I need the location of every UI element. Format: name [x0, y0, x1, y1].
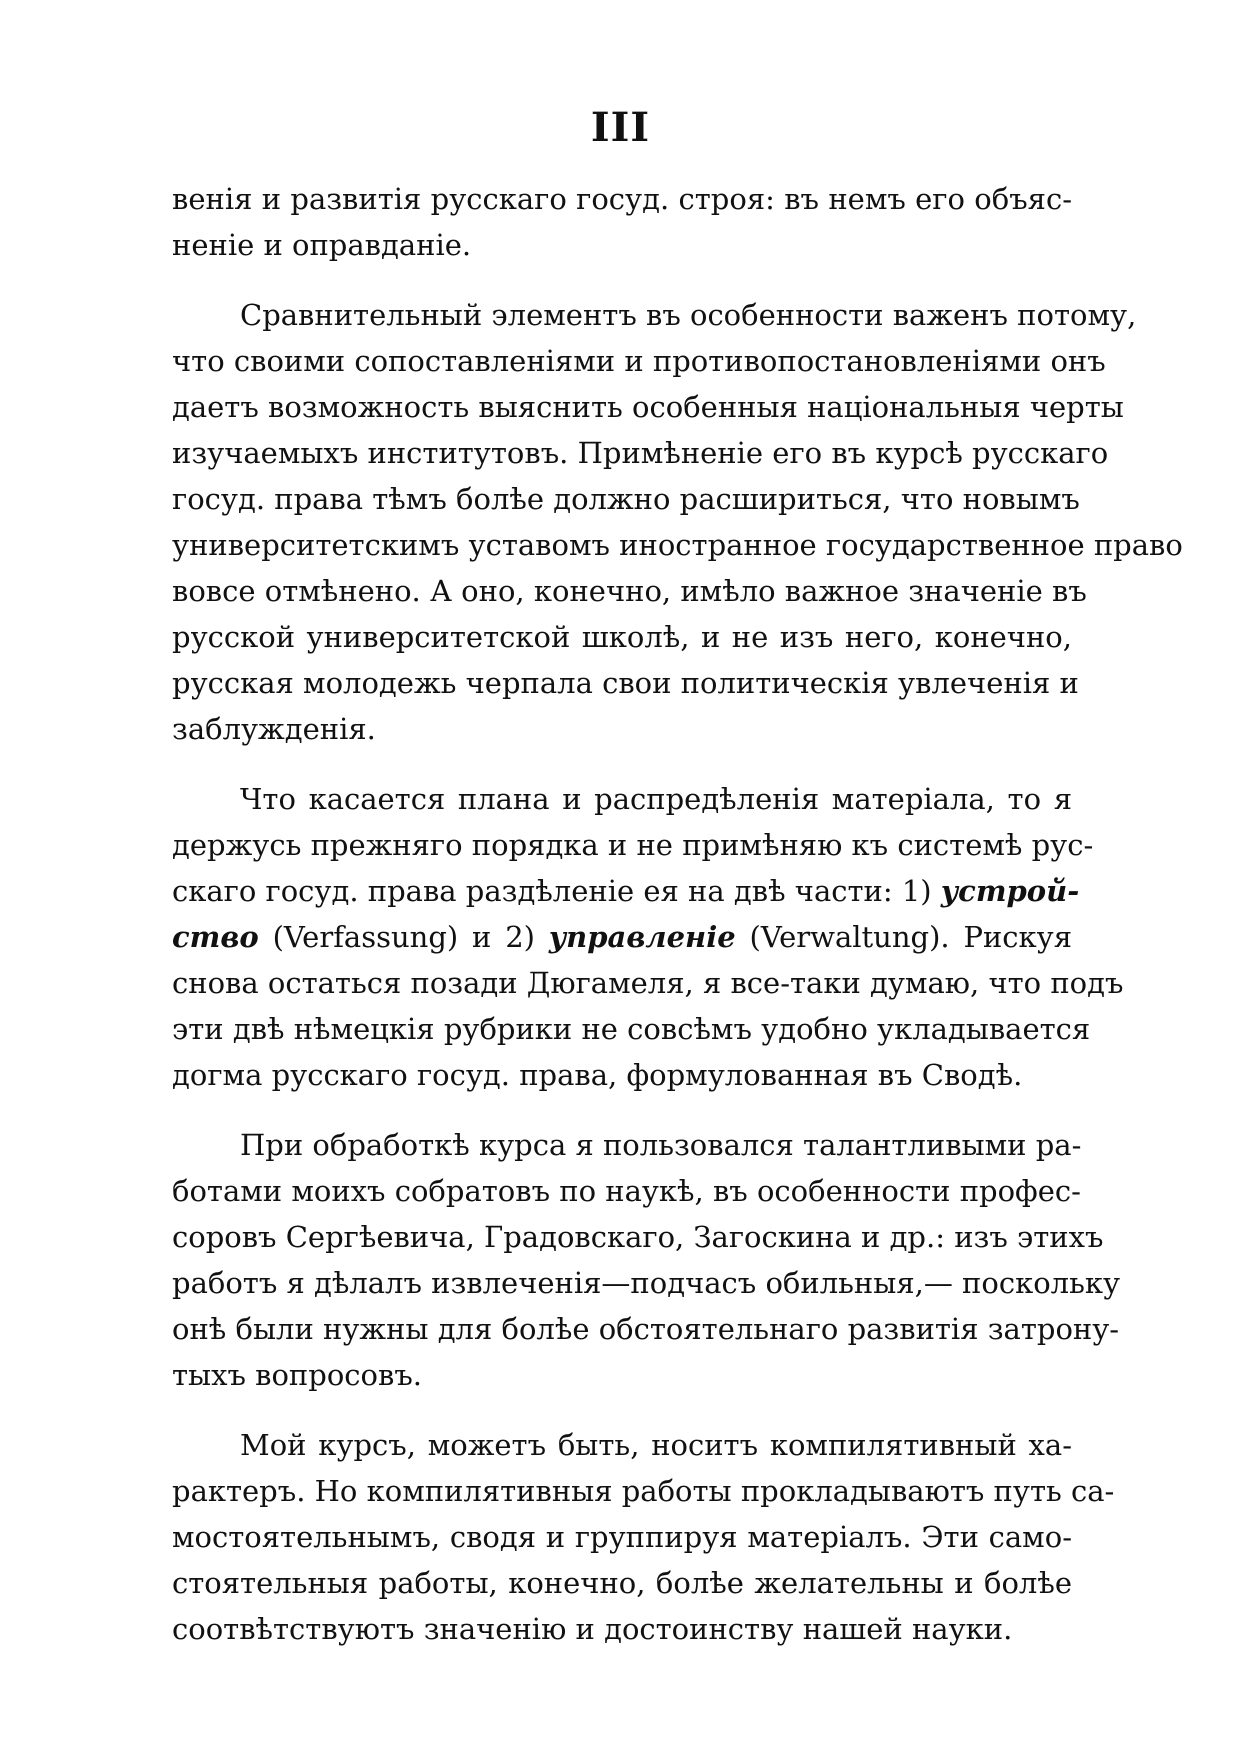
- body-text: [172, 176, 1183, 1652]
- text-line: заблужденія.: [172, 712, 376, 746]
- italic-term: управленіе: [548, 920, 736, 954]
- text-line: тыхъ вопросовъ.: [172, 1358, 422, 1392]
- text-line: венія и развитія русскаго госуд. строя: въ немъ его объяс-: [172, 182, 1072, 216]
- text-line: изучаемыхъ институтовъ. Примѣненіе его въ курсѣ русскаго: [172, 436, 1109, 470]
- text-line: догма русскаго госуд. права, формулованная въ Сводѣ.: [172, 1058, 1023, 1092]
- text-line-with-italic: [172, 914, 1072, 960]
- text-line: Сравнительный элементъ въ особенности важенъ потому,: [240, 298, 1137, 332]
- text-line: университетскимъ уставомъ иностранное государственное право: [172, 528, 1183, 562]
- text-line: Что касается плана и распредѣленія матеріала, то я: [240, 782, 1072, 816]
- text-line: рактеръ. Но компилятивныя работы прокладываютъ путь са-: [172, 1474, 1115, 1508]
- text-line: стоятельныя работы, конечно, болѣе желательны и болѣе: [172, 1566, 1072, 1600]
- italic-term: ство: [172, 920, 259, 954]
- paragraph-5: [172, 1422, 1115, 1652]
- line-text: (Verwaltung). Рискуя: [749, 920, 1073, 954]
- text-line: мостоятельнымъ, сводя и группируя матеріалъ. Эти само-: [172, 1520, 1072, 1554]
- text-line: соотвѣтствуютъ значенію и достоинству нашей науки.: [172, 1612, 1013, 1646]
- text-line: При обработкѣ курса я пользовался талантливыми ра-: [240, 1128, 1082, 1162]
- text-line-with-italic: [172, 868, 1080, 914]
- text-line: неніе и оправданіе.: [172, 228, 472, 262]
- text-line: даетъ возможность выяснить особенныя національныя черты: [172, 390, 1124, 424]
- text-line: эти двѣ нѣмецкія рубрики не совсѣмъ удобно укладывается: [172, 1012, 1091, 1046]
- paragraph-4: [172, 1122, 1121, 1398]
- line-text: скаго госуд. права раздѣленіе ея на двѣ части: 1): [172, 874, 932, 908]
- text-line: снова остаться позади Дюгамеля, я все-таки думаю, что подъ: [172, 966, 1124, 1000]
- line-text: (Verfassung) и 2): [272, 920, 535, 954]
- italic-term: устрой-: [940, 874, 1080, 908]
- text-line: онѣ были нужны для болѣе обстоятельнаго развитія затрону-: [172, 1312, 1120, 1346]
- text-line: соровъ Сергѣевича, Градовскаго, Загоскина и др.: изъ этихъ: [172, 1220, 1104, 1254]
- paragraph-3: [172, 776, 1124, 1098]
- text-line: ботами моихъ собратовъ по наукѣ, въ особенности профес-: [172, 1174, 1081, 1208]
- text-line: русской университетской школѣ, и не изъ него, конечно,: [172, 620, 1072, 654]
- text-line: русская молодежь черпала свои политическія увлеченія и: [172, 666, 1079, 700]
- text-line: вовсе отмѣнено. А оно, конечно, имѣло важное значеніе въ: [172, 574, 1087, 608]
- text-line: госуд. права тѣмъ болѣе должно расшириться, что новымъ: [172, 482, 1080, 516]
- text-line: что своими сопоставленіями и противопостановленіями онъ: [172, 344, 1106, 378]
- paragraph-2: [172, 292, 1183, 752]
- page-number: III: [590, 104, 651, 151]
- text-line: Мой курсъ, можетъ быть, носитъ компилятивный ха-: [240, 1428, 1072, 1462]
- paragraph-1: [172, 176, 1072, 268]
- text-line: держусь прежняго порядка и не примѣняю къ системѣ рус-: [172, 828, 1094, 862]
- text-line: работъ я дѣлалъ извлеченія—подчасъ обильныя,— поскольку: [172, 1266, 1121, 1300]
